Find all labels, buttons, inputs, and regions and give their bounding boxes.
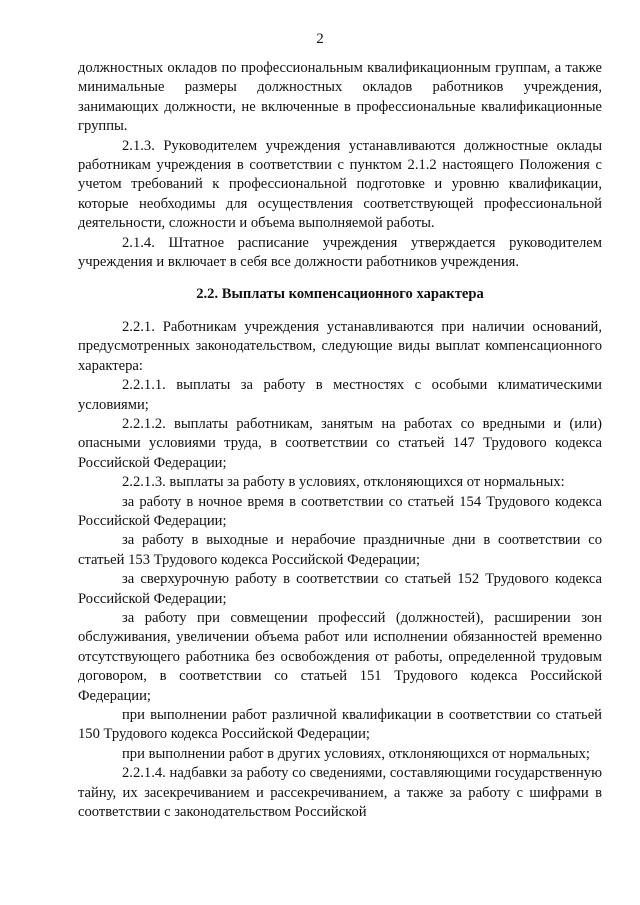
page-number: 2 [316, 31, 324, 47]
paragraph-2-2-1-2: 2.2.1.2. выплаты работникам, занятым на работах со вредными и (или) опасными условиями труда, в соответствии со статьей 147 Трудового кодекса Российской Федерации; [78, 415, 602, 471]
document-body [78, 59, 602, 822]
paragraph-2-2-1-1: 2.2.1.1. выплаты за работу в местностях с особыми климатическими условиями; [78, 377, 602, 413]
list-item-other-conditions: при выполнении работ в других условиях, отклоняющихся от нормальных; [122, 745, 590, 762]
list-item-combined-duties: за работу при совмещении профессий (должностей), расширении зон обслуживания, увеличении объема работ или исполнении обязанностей временно отсутствующего работника без освобождения от работы, определенной трудовым договором, в соответствии со статьей 151 Трудового кодекса Российской Федерации; [78, 609, 602, 704]
list-item-holiday-work: за работу в выходные и нерабочие праздничные дни в соответствии со статьей 153 Трудового кодекса Российской Федерации; [78, 532, 602, 568]
paragraph-2-2-1: 2.2.1. Работникам учреждения устанавливаются при наличии оснований, предусмотренных законодательством, следующие виды выплат компенсационного характера: [78, 318, 602, 374]
list-item-overtime: за сверхурочную работу в соответствии со статьей 152 Трудового кодекса Российской Федерации; [78, 571, 602, 607]
paragraph-2-1-3: 2.1.3. Руководителем учреждения устанавливаются должностные оклады работникам учреждения в соответствии с пунктом 2.1.2 настоящего Положения с учетом требований к профессиональной подготовке и уровню квалификации, которые необходимы для осуществления соответствующей профессиональной деятельности, сложности и объема выполняемой работы. [78, 137, 602, 232]
section-heading: 2.2. Выплаты компенсационного характера [196, 286, 484, 303]
paragraph-2-1-4: 2.1.4. Штатное расписание учреждения утверждается руководителем учреждения и включает в себя все должности работников учреждения. [78, 234, 602, 271]
paragraph-continuation: должностных окладов по профессиональным квалификационным группам, а также минимальные размеры должностных окладов работников учреждения, занимающих должности, не включенные в профессиональные квалификационные группы. [78, 60, 602, 135]
paragraph-2-2-1-3: 2.2.1.3. выплаты за работу в условиях, отклоняющихся от нормальных: [122, 474, 565, 491]
list-item-different-qualification: при выполнении работ различной квалификации в соответствии со статьей 150 Трудового кодекса Российской Федерации; [78, 707, 602, 743]
paragraph-2-2-1-4: 2.2.1.4. надбавки за работу со сведениями, составляющими государственную тайну, их засекречиванием и рассекречиванием, а также за работу с шифрами в соответствии с законодательством Российской [78, 765, 602, 821]
list-item-night-work: за работу в ночное время в соответствии со статьей 154 Трудового кодекса Российской Федерации; [78, 493, 602, 529]
